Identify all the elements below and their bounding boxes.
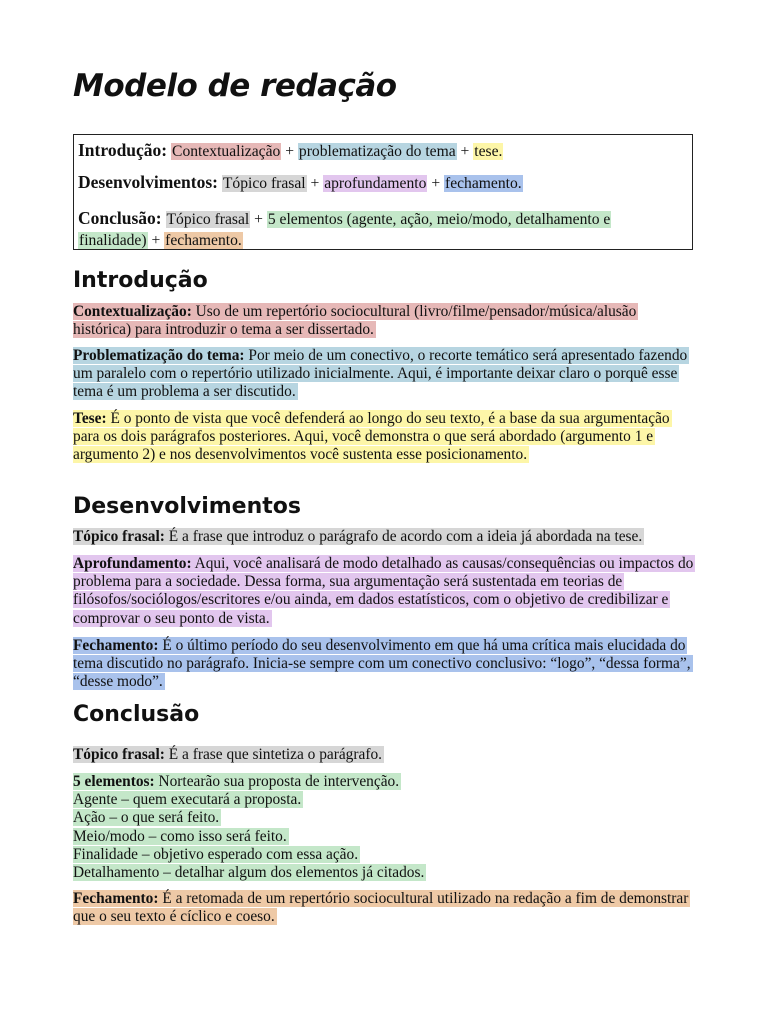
label-dev-topico: Tópico frasal: — [73, 528, 165, 545]
summary-concl-row — [78, 208, 687, 251]
label-aprofundamento: Aprofundamento: — [73, 555, 192, 572]
summary-concl-topico: Tópico frasal — [166, 211, 250, 228]
summary-tese: tese. — [474, 143, 503, 160]
paragraph-problematizacao — [73, 347, 698, 402]
text-elementos: Nortearão sua proposta de intervenção. — [154, 773, 400, 790]
list-item-agente: Agente – quem executará a proposta. — [73, 791, 302, 809]
plus-sign: + — [254, 211, 263, 228]
section-heading-conclusao: Conclusão — [73, 702, 200, 727]
summary-concl-label: Conclusão: — [78, 208, 162, 228]
summary-concl-fechamento: fechamento. — [165, 232, 242, 249]
label-dev-fechamento: Fechamento: — [73, 637, 159, 654]
label-elementos: 5 elementos: — [73, 773, 155, 790]
list-item-finalidade: Finalidade – objetivo esperado com essa ação. — [73, 845, 359, 863]
summary-dev-row — [78, 173, 523, 193]
label-contextualizacao: Contextualização: — [73, 303, 192, 320]
text-contextualizacao: Uso de um repertório sociocultural (livro/filme/pensador/música/alusão histórica) para introduzir o tema a ser dissertado. — [73, 303, 637, 339]
summary-fechamento: fechamento. — [445, 175, 522, 192]
plus-sign: + — [431, 175, 441, 192]
text-tese: É o ponto de vista que você defenderá ao longo do seu texto, é a base da sua argumentação para os dois parágrafos posteriores. Aqui, você demonstra o que será abordado (argumento 1 e argumento 2) e nos desenvolvimentos você sustenta esse posicionamento. — [73, 410, 670, 464]
plus-sign: + — [460, 143, 470, 160]
summary-concl-elementos: 5 elementos (agente, ação, meio/modo, detalhamento e — [267, 211, 611, 228]
summary-intro-row — [78, 141, 503, 161]
text-concl-fechamento: É a retomada de um repertório sociocultural utilizado na redação a fim de demonstrar que o seu texto é cíclico e coeso. — [73, 890, 689, 926]
plus-sign: + — [151, 232, 161, 249]
section-heading-desenvolvimentos: Desenvolvimentos — [73, 494, 301, 519]
label-problematizacao: Problematização do tema: — [73, 347, 245, 364]
label-concl-fechamento: Fechamento: — [73, 890, 159, 907]
paragraph-dev-fechamento — [73, 637, 698, 692]
paragraph-elementos — [73, 773, 698, 882]
summary-problematizacao: problematização do tema — [298, 143, 456, 160]
summary-topico-frasal: Tópico frasal — [222, 175, 306, 192]
paragraph-tese — [73, 410, 698, 465]
section-heading-introducao: Introdução — [73, 268, 208, 293]
summary-intro-label: Introdução: — [78, 140, 168, 160]
list-item-meio-modo: Meio/modo – como isso será feito. — [73, 827, 287, 845]
summary-aprofundamento: aprofundamento — [324, 175, 427, 192]
label-tese: Tese: — [73, 410, 107, 427]
list-item-acao: Ação – o que será feito. — [73, 809, 220, 827]
summary-contextualizacao: Contextualização — [172, 143, 281, 160]
paragraph-concl-topico — [73, 746, 698, 764]
text-dev-topico: É a frase que introduz o parágrafo de acordo com a ideia já abordada na tese. — [164, 528, 643, 545]
summary-box — [73, 134, 693, 250]
plus-sign: + — [285, 143, 294, 160]
summary-dev-label: Desenvolvimentos: — [78, 172, 218, 192]
paragraph-aprofundamento — [73, 555, 698, 628]
text-problematizacao: Por meio de um conectivo, o recorte temático será apresentado fazendo um paralelo com o repertório utilizado inicialmente. Aqui, é importante deixar claro o porquê esse tema é um problema a ser discutido. — [73, 347, 688, 401]
page-title: Modelo de redação — [73, 68, 397, 104]
list-item-detalhamento: Detalhamento – detalhar algum dos elementos já citados. — [73, 864, 425, 882]
text-aprofundamento: Aqui, você analisará de modo detalhado as causas/consequências ou impactos do problema para a sociedade. Dessa forma, sua argumentação será sustentada em teorias de filósofos/sociólogos/escritores e/ou ainda, em dados estatísticos, com o objetivo de credibilizar e comprovar o seu ponto de vista. — [73, 555, 694, 627]
text-dev-fechamento: É o último período do seu desenvolvimento em que há uma crítica mais elucidada do tema discutido no parágrafo. Inicia-se sempre com um conectivo conclusivo: “logo”, “dessa forma”, “desse modo”. — [73, 637, 691, 691]
label-concl-topico: Tópico frasal: — [73, 746, 165, 763]
paragraph-contextualizacao — [73, 303, 698, 339]
summary-concl-elementos-cont: finalidade) — [79, 232, 147, 249]
plus-sign: + — [310, 175, 320, 192]
paragraph-concl-fechamento — [73, 890, 698, 926]
paragraph-dev-topico — [73, 528, 698, 546]
text-concl-topico: É a frase que sintetiza o parágrafo. — [164, 746, 382, 763]
